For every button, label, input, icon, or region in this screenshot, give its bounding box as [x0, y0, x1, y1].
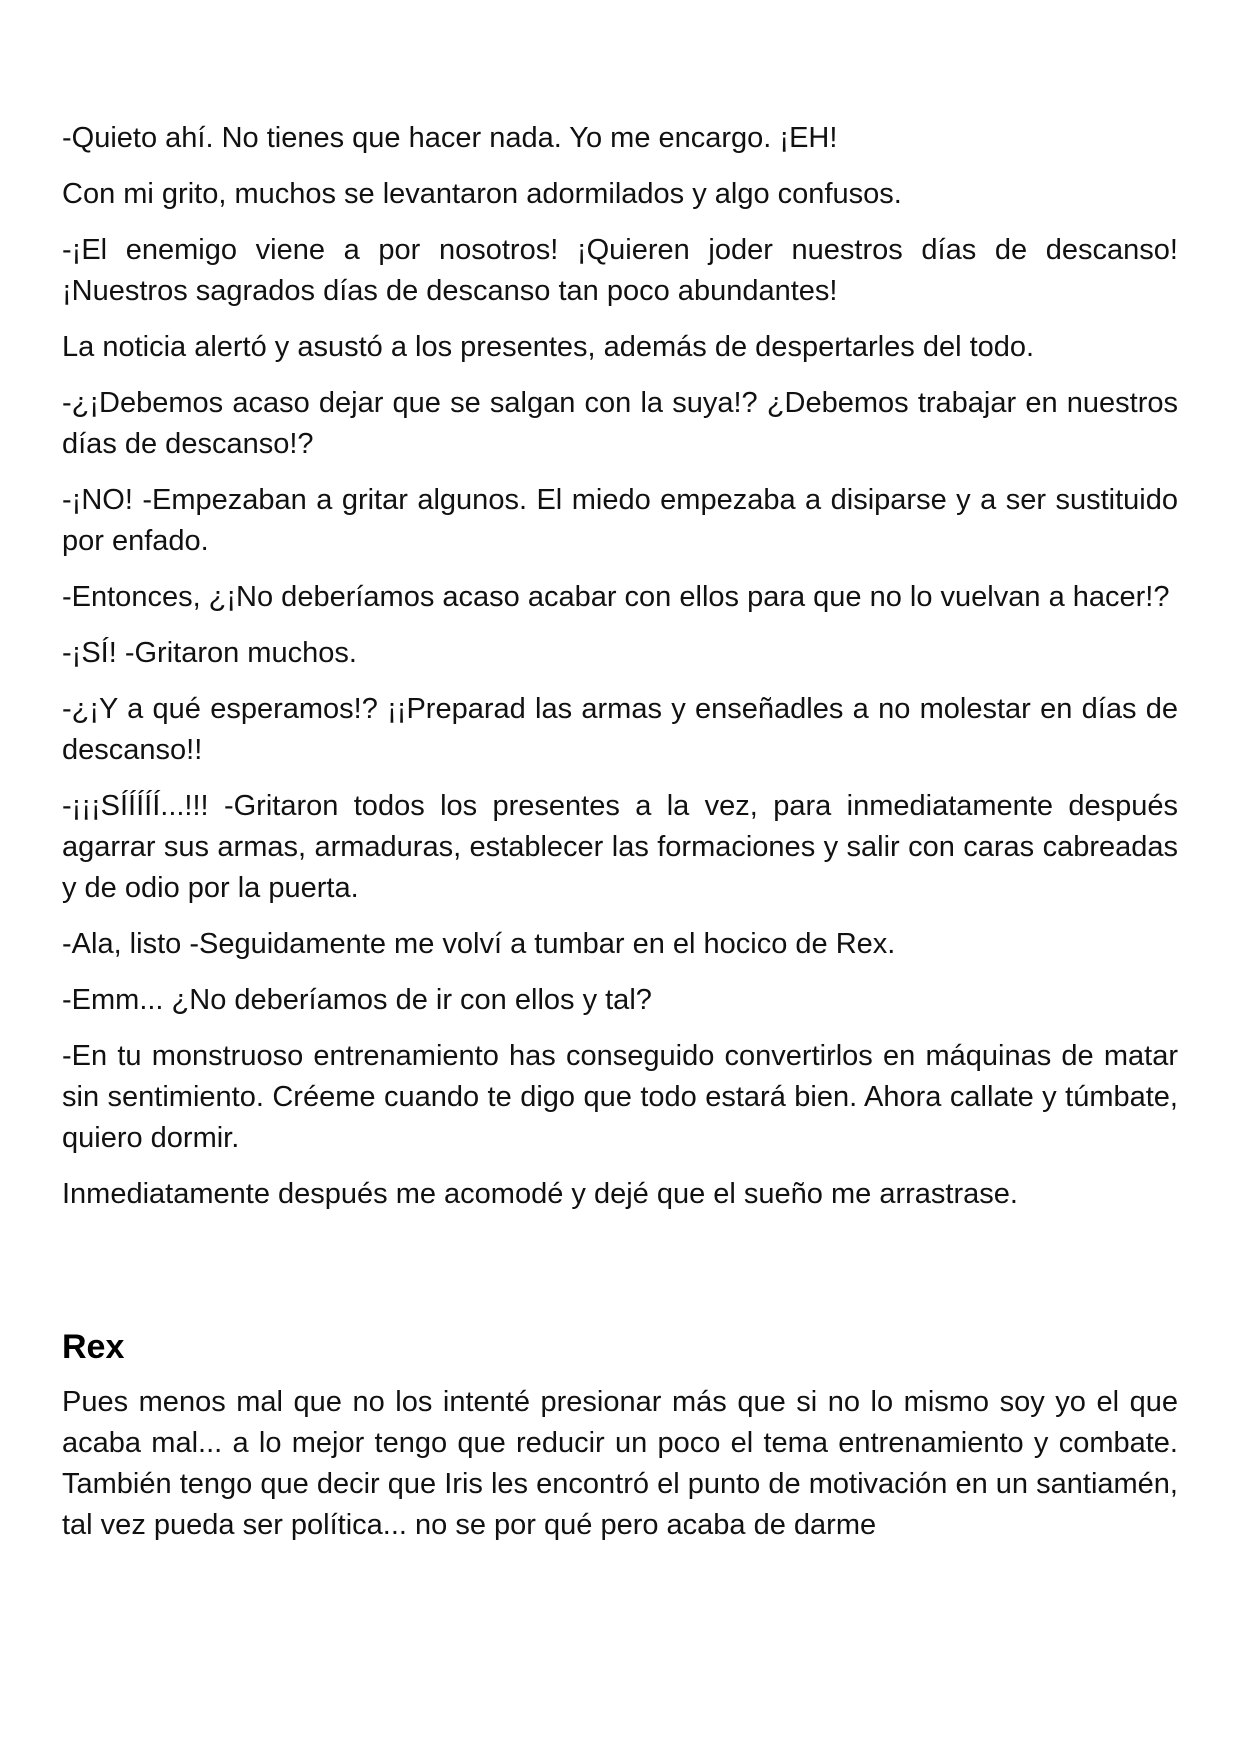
- paragraph: La noticia alertó y asustó a los presentes, además de despertarles del todo.: [62, 331, 1035, 363]
- paragraph: Inmediatamente después me acomodé y dejé que el sueño me arrastrase.: [62, 1178, 1018, 1210]
- paragraph: -Emm... ¿No deberíamos de ir con ellos y tal?: [62, 984, 652, 1016]
- paragraph: -¡NO! -Empezaban a gritar algunos. El miedo empezaba a disiparse y a ser sustituido por enfado.: [62, 484, 1178, 557]
- section-heading: Rex: [62, 1328, 125, 1366]
- paragraph: -Quieto ahí. No tienes que hacer nada. Yo me encargo. ¡EH!: [62, 122, 838, 154]
- paragraph: -Entonces, ¿¡No deberíamos acaso acabar con ellos para que no lo vuelvan a hacer!?: [62, 581, 1170, 613]
- paragraph: -En tu monstruoso entrenamiento has conseguido convertirlos en máquinas de matar sin sentimiento. Créeme cuando te digo que todo estará bien. Ahora callate y túmbate, quiero dormir.: [62, 1040, 1178, 1154]
- paragraph: -¿¡Y a qué esperamos!? ¡¡Preparad las armas y enseñadles a no molestar en días de descanso!!: [62, 693, 1178, 766]
- paragraph: Con mi grito, muchos se levantaron adormilados y algo confusos.: [62, 178, 902, 210]
- paragraph: -¿¡Debemos acaso dejar que se salgan con la suya!? ¿Debemos trabajar en nuestros días de descanso!?: [62, 387, 1178, 460]
- paragraph: -¡¡¡SÍÍÍÍÍ...!!! -Gritaron todos los presentes a la vez, para inmediatamente después agarrar sus armas, armaduras, establecer las formaciones y salir con caras cabreadas y de odio por la puerta.: [62, 790, 1178, 904]
- section-spacer: [62, 1230, 1178, 1324]
- paragraph: -¡El enemigo viene a por nosotros! ¡Quieren joder nuestros días de descanso! ¡Nuestros sagrados días de descanso tan poco abundantes!: [62, 234, 1178, 307]
- paragraph: -¡SÍ! -Gritaron muchos.: [62, 637, 357, 669]
- document-page: [62, 118, 1178, 1561]
- paragraph: -Ala, listo -Seguidamente me volví a tumbar en el hocico de Rex.: [62, 928, 896, 960]
- paragraph: Pues menos mal que no los intenté presionar más que si no lo mismo soy yo el que acaba mal... a lo mejor tengo que reducir un poco el tema entrenamiento y combate. También tengo que decir que Iris les encontró el punto de motivación en un santiamén, tal vez pueda ser política... no se por qué pero acaba de darme: [62, 1386, 1178, 1541]
